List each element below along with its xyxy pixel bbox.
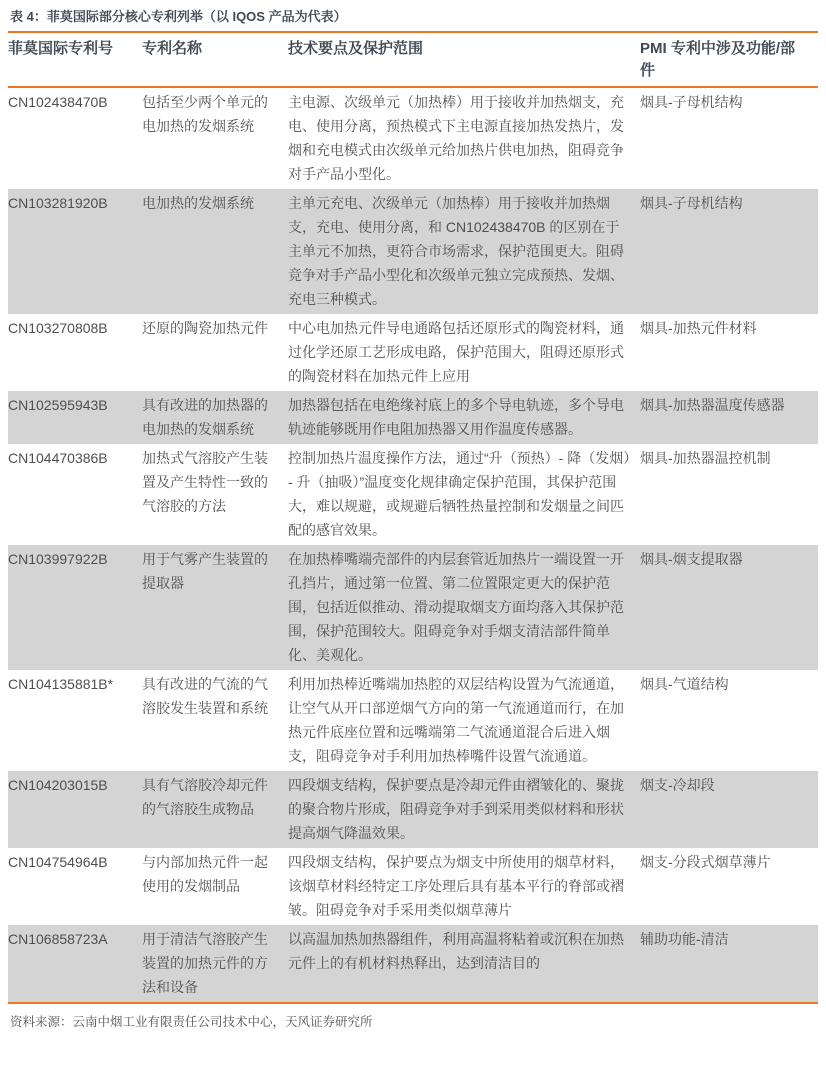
- table-title: 表 4：菲莫国际部分核心专利列举（以 IQOS 产品为代表）: [8, 0, 818, 33]
- cell-patent-name: 用于气雾产生装置的提取器: [142, 551, 268, 591]
- cell-patent-name: 与内部加热元件一起使用的发烟制品: [142, 854, 268, 894]
- cell-patent-number: CN104203015B: [8, 777, 108, 793]
- cell-patent-number: CN103270808B: [8, 320, 108, 336]
- cell-patent-name: 包括至少两个单元的电加热的发烟系统: [142, 94, 268, 134]
- patent-table-row: [8, 189, 818, 314]
- cell-patent-number: CN103997922B: [8, 551, 108, 567]
- col-header-patent-number: 菲莫国际专利号: [8, 33, 142, 87]
- cell-pmi-function: 烟具-气道结构: [640, 676, 729, 692]
- cell-patent-number: CN102438470B: [8, 94, 108, 110]
- col-header-patent-name: 专利名称: [142, 33, 288, 87]
- cell-patent-name: 具有改进的加热器的电加热的发烟系统: [142, 397, 268, 437]
- patent-table-row: [8, 391, 818, 444]
- cell-pmi-function: 烟具-加热器温控机制: [640, 450, 771, 466]
- patent-table-row: [8, 925, 818, 1003]
- cell-tech-points: 四段烟支结构，保护要点为烟支中所使用的烟草材料，该烟草材料经特定工序处理后具有基本平行的脊部或褶皱。阻碍竞争对手采用类似烟草薄片: [288, 854, 624, 918]
- cell-tech-points: 加热器包括在电绝缘衬底上的多个导电轨迹，多个导电轨迹能够既用作电阻加热器又用作温度传感器。: [288, 397, 624, 437]
- cell-tech-points: 四段烟支结构，保护要点是冷却元件由褶皱化的、聚拢的聚合物片形成，阻碍竞争对手到采用类似材料和形状提高烟气降温效果。: [288, 777, 624, 841]
- cell-pmi-function: 辅助功能-清洁: [640, 931, 729, 947]
- col-header-pmi-function: PMI 专利中涉及功能/部件: [640, 33, 818, 87]
- cell-patent-name: 具有气溶胶冷却元件的气溶胶生成物品: [142, 777, 268, 817]
- cell-patent-name: 加热式气溶胶产生装置及产生特性一致的气溶胶的方法: [142, 450, 268, 514]
- cell-tech-points: 主单元充电、次级单元（加热棒）用于接收并加热烟支，充电、使用分离，和 CN102438470B 的区别在于主单元不加热，更符合市场需求，保护范围更大。阻碍竞争对手产品小型化和次级单元独立完成预热、发烟、充电三种模式。: [288, 195, 624, 307]
- cell-patent-name: 还原的陶瓷加热元件: [142, 320, 268, 336]
- patent-table-row: [8, 444, 818, 545]
- cell-patent-number: CN106858723A: [8, 931, 108, 947]
- header-row: [8, 33, 818, 87]
- cell-pmi-function: 烟具-子母机结构: [640, 195, 743, 211]
- cell-tech-points: 中心电加热元件导电通路包括还原形式的陶瓷材料，通过化学还原工艺形成电路，保护范围大，阻碍还原形式的陶瓷材料在加热元件上应用: [288, 320, 624, 384]
- cell-tech-points: 以高温加热加热器组件，利用高温将粘着或沉积在加热元件上的有机材料热释出，达到清洁目的: [288, 931, 624, 971]
- cell-patent-number: CN104135881B*: [8, 676, 114, 692]
- col-header-tech-points: 技术要点及保护范围: [288, 33, 640, 87]
- patent-table-row: [8, 771, 818, 848]
- patent-table-row: [8, 87, 818, 189]
- patent-table-row: [8, 545, 818, 670]
- cell-pmi-function: 烟具-加热器温度传感器: [640, 397, 785, 413]
- cell-pmi-function: 烟支-冷却段: [640, 777, 715, 793]
- cell-patent-name: 电加热的发烟系统: [142, 195, 254, 211]
- patent-table-row: [8, 670, 818, 771]
- patent-table: [8, 33, 818, 1004]
- table-body: [8, 87, 818, 1003]
- cell-patent-name: 用于清洁气溶胶产生装置的加热元件的方法和设备: [142, 931, 268, 995]
- cell-patent-number: CN103281920B: [8, 195, 108, 211]
- data-source-note: 资料来源：云南中烟工业有限责任公司技术中心，天风证券研究所: [10, 1015, 373, 1029]
- patent-table-row: [8, 314, 818, 391]
- patent-table-row: [8, 848, 818, 925]
- cell-tech-points: 主电源、次级单元（加热棒）用于接收并加热烟支，充电、使用分离，预热模式下主电源直接加热发热片，发烟和充电模式由次级单元给加热片供电加热，阻碍竞争对手产品小型化。: [288, 94, 624, 182]
- cell-tech-points: 在加热棒嘴端壳部件的内层套管近加热片一端设置一开孔挡片，通过第一位置、第二位置限定更大的保护范围，包括近似推动、滑动提取烟支方面均落入其保护范围，保护范围较大。阻碍竞争对手烟支清洁部件简单化、美观化。: [288, 551, 624, 663]
- cell-patent-number: CN104754964B: [8, 854, 108, 870]
- cell-tech-points: 控制加热片温度操作方法，通过“升（预热）- 降（发烟）- 升（抽吸）”温度变化规律确定保护范围，其保护范围大，难以规避，或规避后牺牲热量控制和发烟量之间匹配的感官效果。: [288, 450, 631, 538]
- cell-pmi-function: 烟具-子母机结构: [640, 94, 743, 110]
- cell-pmi-function: 烟具-烟支提取器: [640, 551, 743, 567]
- cell-pmi-function: 烟具-加热元件材料: [640, 320, 757, 336]
- cell-patent-name: 具有改进的气流的气溶胶发生装置和系统: [142, 676, 268, 716]
- cell-patent-number: CN102595943B: [8, 397, 108, 413]
- cell-tech-points: 利用加热棒近嘴端加热腔的双层结构设置为气流通道，让空气从开口部逆烟气方向的第一气流通道而行，在加热元件底座位置和远嘴端第二气流通道混合后进入烟支，阻碍竞争对手利用加热棒嘴件设置气流通道。: [288, 676, 624, 764]
- cell-patent-number: CN104470386B: [8, 450, 108, 466]
- cell-pmi-function: 烟支-分段式烟草薄片: [640, 854, 771, 870]
